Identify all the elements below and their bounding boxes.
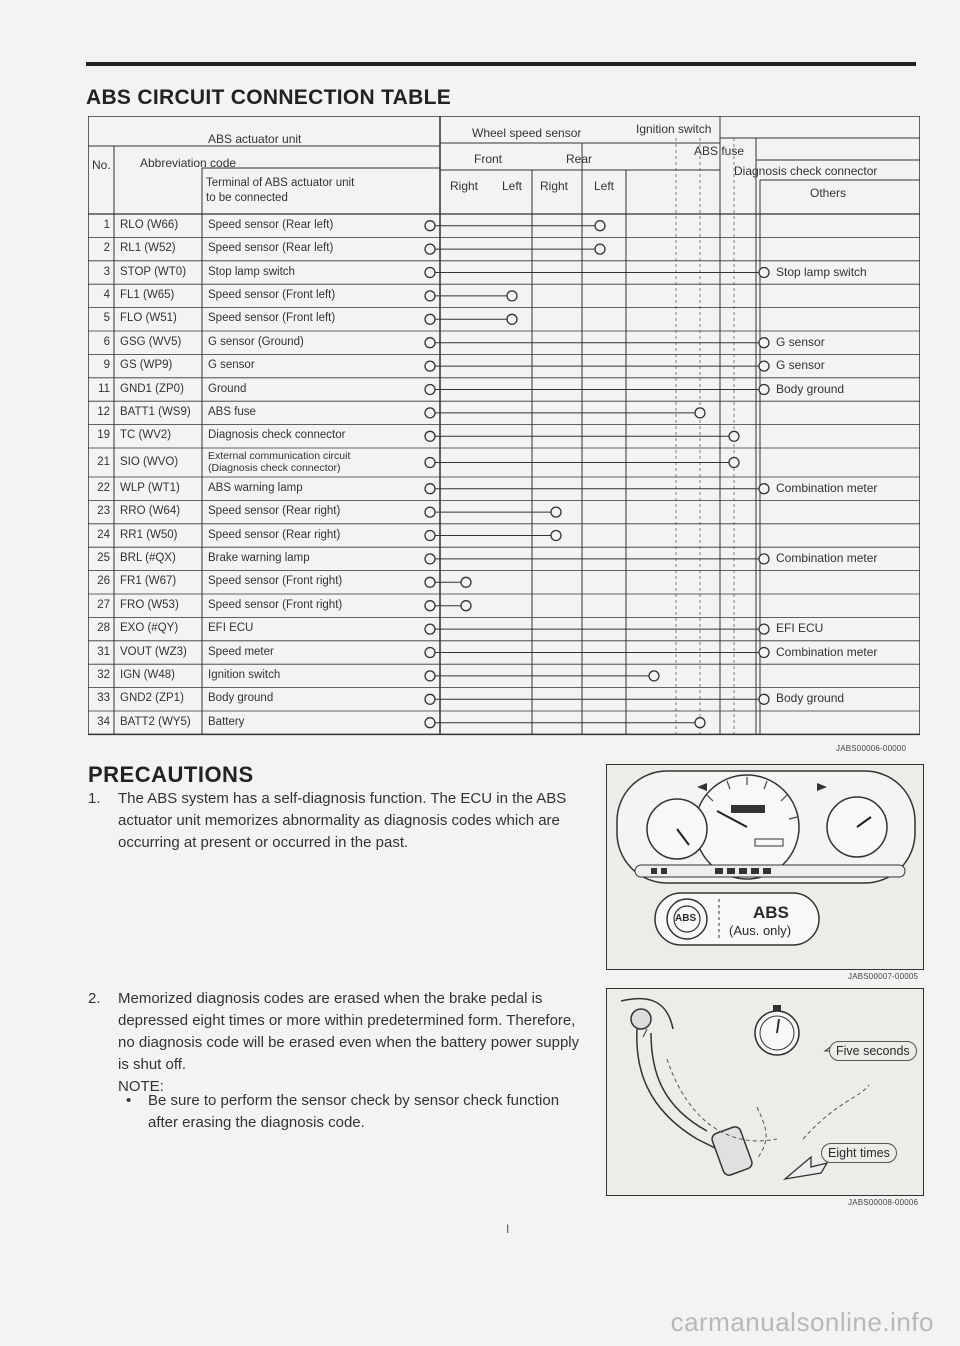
row-number: 34: [97, 715, 110, 728]
origin-terminal-icon: [425, 718, 435, 728]
row-number: 1: [103, 218, 110, 231]
item-1-text: The ABS system has a self-diagnosis function. The ECU in the ABS actuator unit memorizes abnormality as diagnosis codes which are occurring at present or occurred in the past.: [118, 790, 567, 851]
row-destination-label: Stop lamp switch: [772, 265, 867, 279]
figure-1-id: JABS00007-00005: [848, 972, 919, 981]
row-number: 28: [97, 622, 110, 635]
row-abbreviation-code: RL1 (W52): [120, 242, 176, 255]
row-number: 4: [103, 288, 110, 301]
origin-terminal-icon: [425, 361, 435, 371]
origin-terminal-icon: [425, 221, 435, 231]
row-abbreviation-code: SIO (WVO): [120, 455, 179, 468]
origin-terminal-icon: [425, 554, 435, 564]
row-terminal: Brake warning lamp: [208, 551, 310, 564]
row-number: 11: [98, 382, 110, 395]
row-destination-label: Combination meter: [772, 645, 877, 659]
header-front: Front: [474, 152, 503, 166]
origin-terminal-icon: [425, 507, 435, 517]
connection-point-icon: [507, 291, 517, 301]
row-abbreviation-code: RLO (W66): [120, 218, 179, 231]
row-number: 21: [97, 455, 110, 468]
connection-point-icon: [759, 554, 769, 564]
connection-point-icon: [551, 531, 561, 541]
connection-point-icon: [759, 338, 769, 348]
header-front-left: Left: [502, 179, 523, 193]
row-terminal: Diagnosis check connector: [208, 429, 346, 442]
row-abbreviation-code: RRO (W64): [120, 505, 181, 518]
row-abbreviation-code: GS (WP9): [120, 359, 173, 372]
header-rear-left: Left: [594, 179, 615, 193]
row-terminal: ABS fuse: [208, 405, 256, 418]
row-number: 24: [97, 528, 110, 541]
row-terminal: Speed sensor (Rear right): [208, 528, 341, 541]
origin-terminal-icon: [425, 314, 435, 324]
row-terminal: Speed sensor (Front left): [208, 288, 336, 301]
row-terminal: External communication circuit: [208, 450, 351, 462]
row-terminal: Speed sensor (Front left): [208, 312, 336, 325]
row-number: 33: [97, 692, 110, 705]
header-abs-fuse: ABS fuse: [694, 144, 745, 158]
abs-symbol-text: ABS: [675, 913, 697, 924]
connection-point-icon: [759, 624, 769, 634]
connection-point-icon: [759, 648, 769, 658]
connection-point-icon: [759, 268, 769, 278]
precaution-item-2: [88, 988, 588, 1098]
row-abbreviation-code: BRL (#QX): [120, 551, 176, 564]
row-abbreviation-code: TC (WV2): [120, 429, 172, 442]
row-terminal: Speed sensor (Front right): [208, 598, 343, 611]
origin-terminal-icon: [425, 648, 435, 658]
row-destination-label: G sensor: [772, 358, 825, 372]
row-abbreviation-code: VOUT (WZ3): [120, 645, 187, 658]
connection-point-icon: [759, 361, 769, 371]
connection-point-icon: [507, 314, 517, 324]
row-abbreviation-code: BATT1 (WS9): [120, 405, 191, 418]
circuit-connection-table: [88, 116, 920, 752]
header-wheel-speed-sensor: Wheel speed sensor: [472, 126, 582, 140]
item-2-number: 2.: [88, 990, 101, 1007]
figure-combination-meter: [606, 764, 924, 970]
connection-point-icon: [461, 577, 471, 587]
row-abbreviation-code: GND1 (ZP0): [120, 382, 184, 395]
row-abbreviation-code: RR1 (W50): [120, 528, 178, 541]
abs-label: ABS: [753, 903, 789, 922]
row-number: 5: [103, 312, 110, 325]
connection-point-icon: [759, 385, 769, 395]
precaution-item-1: [88, 788, 588, 854]
row-destination-label: Combination meter: [772, 481, 877, 495]
row-abbreviation-code: GND2 (ZP1): [120, 692, 184, 705]
origin-terminal-icon: [425, 291, 435, 301]
row-terminal: G sensor: [208, 359, 255, 372]
row-number: 32: [97, 668, 110, 681]
connection-point-icon: [759, 484, 769, 494]
note-bullet: [126, 1090, 584, 1134]
connection-point-icon: [595, 244, 605, 254]
origin-terminal-icon: [425, 671, 435, 681]
row-abbreviation-code: FRO (W53): [120, 598, 179, 611]
row-number: 23: [97, 505, 110, 518]
figure-brake-pedal: [606, 988, 924, 1196]
connection-point-icon: [695, 408, 705, 418]
row-abbreviation-code: STOP (WT0): [120, 265, 187, 278]
eight-times-callout: Eight times: [821, 1143, 897, 1163]
origin-terminal-icon: [425, 338, 435, 348]
header-rear: Rear: [566, 152, 593, 166]
row-number: 26: [97, 575, 110, 588]
bullet-icon: •: [126, 1092, 132, 1109]
row-terminal: Stop lamp switch: [208, 265, 295, 278]
origin-terminal-icon: [425, 601, 435, 611]
row-abbreviation-code: FR1 (W67): [120, 575, 177, 588]
header-terminal-line1: Terminal of ABS actuator unit: [206, 177, 355, 189]
row-number: 31: [97, 645, 110, 658]
brake-pedal-illustration: [607, 989, 923, 1195]
row-terminal: ABS warning lamp: [208, 481, 303, 494]
row-terminal: Speed sensor (Rear left): [208, 242, 334, 255]
row-destination-label: Body ground: [772, 382, 844, 396]
header-ignition-switch: Ignition switch: [636, 122, 712, 136]
header-others: Others: [810, 186, 847, 200]
row-abbreviation-code: EXO (#QY): [120, 622, 179, 635]
page-number: I: [506, 1222, 510, 1236]
row-destination-label: Body ground: [772, 691, 844, 705]
header-front-right: Right: [450, 179, 479, 193]
row-abbreviation-code: WLP (WT1): [120, 481, 180, 494]
watermark: carmanualsonline.info: [670, 1307, 934, 1337]
connection-point-icon: [759, 694, 769, 704]
header-diagnosis-check-connector: Diagnosis check connector: [734, 164, 878, 178]
five-seconds-callout: Five seconds: [829, 1041, 917, 1061]
row-number: 12: [97, 405, 110, 418]
row-destination-label: Combination meter: [772, 551, 877, 565]
brake-pedal-icon: [710, 1125, 753, 1177]
row-abbreviation-code: FL1 (W65): [120, 288, 175, 301]
item-1-number: 1.: [88, 790, 101, 807]
connection-point-icon: [595, 221, 605, 231]
header-rear-right: Right: [540, 179, 569, 193]
row-abbreviation-code: BATT2 (WY5): [120, 715, 191, 728]
row-number: 2: [103, 242, 110, 255]
row-number: 6: [103, 335, 110, 348]
row-abbreviation-code: IGN (W48): [120, 668, 175, 681]
origin-terminal-icon: [425, 624, 435, 634]
aus-only-label: (Aus. only): [729, 923, 792, 938]
row-abbreviation-code: FLO (W51): [120, 312, 177, 325]
connection-point-icon: [729, 458, 739, 468]
meter-illustration: [607, 765, 923, 969]
precautions-title: PRECAUTIONS: [88, 762, 254, 787]
row-abbreviation-code: GSG (WV5): [120, 335, 182, 348]
row-terminal: EFI ECU: [208, 622, 254, 635]
origin-terminal-icon: [425, 268, 435, 278]
item-2-text: Memorized diagnosis codes are erased when the brake pedal is depressed eight times or more within predetermined form. Therefore, no diagnosis code will be erased even when the battery power supply is shut off.: [118, 990, 580, 1073]
row-number: 27: [97, 598, 110, 611]
origin-terminal-icon: [425, 244, 435, 254]
arrow-icon: [785, 1157, 827, 1179]
note-text: Be sure to perform the sensor check by sensor check function after erasing the diagnosis code.: [148, 1092, 560, 1131]
origin-terminal-icon: [425, 431, 435, 441]
origin-terminal-icon: [425, 694, 435, 704]
origin-terminal-icon: [425, 577, 435, 587]
table-title: ABS CIRCUIT CONNECTION TABLE: [86, 86, 451, 109]
row-number: 3: [103, 265, 110, 278]
row-terminal-line2: (Diagnosis check connector): [208, 462, 341, 474]
row-terminal: G sensor (Ground): [208, 335, 304, 348]
row-terminal: Speed sensor (Rear right): [208, 505, 341, 518]
connection-point-icon: [461, 601, 471, 611]
row-destination-label: G sensor: [772, 335, 825, 349]
origin-terminal-icon: [425, 484, 435, 494]
top-rule: [86, 62, 916, 66]
connection-point-icon: [551, 507, 561, 517]
row-destination-label: EFI ECU: [772, 621, 823, 635]
row-number: 22: [97, 481, 110, 494]
row-terminal: Ignition switch: [208, 668, 281, 681]
header-abs-actuator-unit: ABS actuator unit: [208, 132, 302, 146]
origin-terminal-icon: [425, 458, 435, 468]
header-terminal-line2: to be connected: [206, 192, 288, 204]
row-terminal: Speed meter: [208, 645, 274, 658]
row-number: 19: [97, 429, 110, 442]
origin-terminal-icon: [425, 408, 435, 418]
row-terminal: Ground: [208, 382, 247, 395]
row-terminal: Speed sensor (Rear left): [208, 218, 334, 231]
figure-2-id: JABS00008-00006: [848, 1198, 919, 1207]
row-terminal: Body ground: [208, 692, 274, 705]
row-terminal: Battery: [208, 715, 245, 728]
connection-point-icon: [649, 671, 659, 681]
origin-terminal-icon: [425, 531, 435, 541]
row-terminal: Speed sensor (Front right): [208, 575, 343, 588]
connection-point-icon: [729, 431, 739, 441]
row-number: 25: [97, 551, 110, 564]
row-number: 9: [103, 359, 110, 372]
header-abbreviation-code: Abbreviation code: [140, 156, 237, 170]
header-no: No.: [92, 158, 111, 172]
origin-terminal-icon: [425, 385, 435, 395]
connection-point-icon: [695, 718, 705, 728]
table-figure-id: JABS00006-00000: [836, 744, 907, 753]
note-label: NOTE:: [118, 1078, 164, 1095]
